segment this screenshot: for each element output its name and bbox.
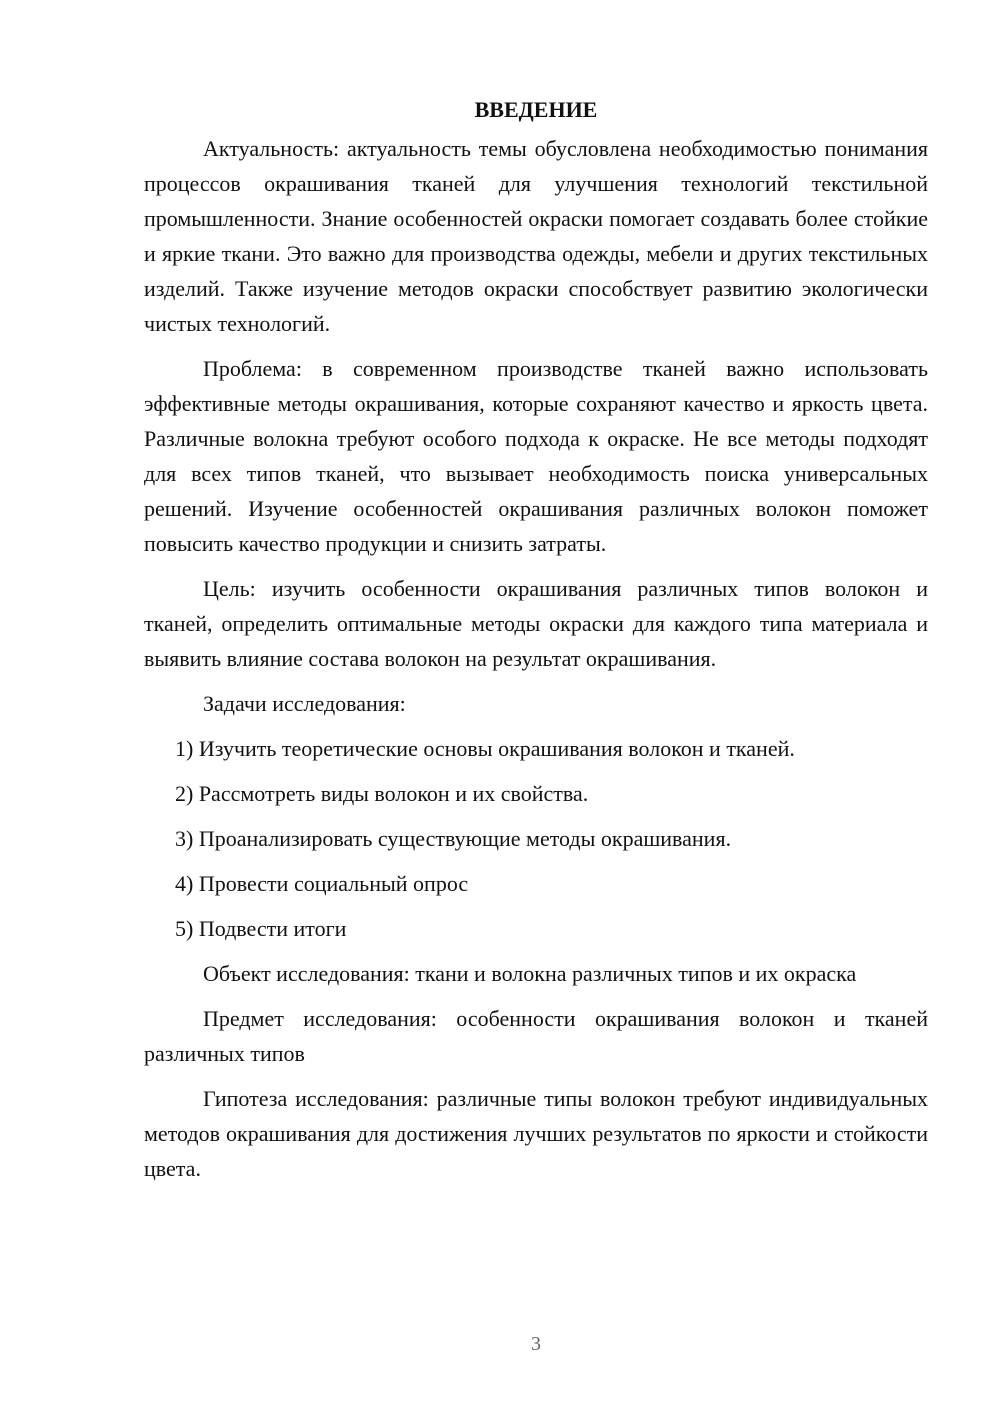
- list-item: 5) Подвести итоги: [175, 916, 347, 941]
- hypothesis-paragraph: Гипотеза исследования: различные типы волокон требуют индивидуальных методов окрашивания для достижения лучших результатов по яркости и стойкости цвета.: [144, 1086, 928, 1181]
- list-item: 3) Проанализировать существующие методы окрашивания.: [175, 826, 732, 851]
- object-paragraph: Объект исследования: ткани и волокна различных типов и их окраска: [203, 961, 857, 986]
- list-item: 2) Рассмотреть виды волокон и их свойства.: [175, 781, 589, 806]
- page-number: 3: [531, 1333, 541, 1355]
- goal-paragraph: Цель: изучить особенности окрашивания различных типов волокон и тканей, определить оптимальные методы окраски для каждого типа материала и выявить влияние состава волокон на результат окрашивания.: [144, 576, 928, 671]
- list-item: 1) Изучить теоретические основы окрашивания волокон и тканей.: [175, 736, 795, 761]
- page-title: ВВЕДЕНИЕ: [474, 97, 598, 122]
- subject-paragraph: Предмет исследования: особенности окрашивания волокон и тканей различных типов: [144, 1006, 928, 1066]
- list-item: 4) Провести социальный опрос: [175, 871, 469, 896]
- tasks-heading: Задачи исследования:: [203, 691, 406, 716]
- document-body: [144, 92, 928, 1196]
- tasks-list: [144, 731, 928, 946]
- relevance-paragraph: Актуальность: актуальность темы обусловлена необходимостью понимания процессов окрашивания тканей для улучшения технологий текстильной промышленности. Знание особенностей окраски помогает создавать более стойкие и яркие ткани. Это важно для производства одежды, мебели и других текстильных изделий. Также изучение методов окраски способствует развитию экологически чистых технологий.: [144, 136, 928, 336]
- problem-paragraph: Проблема: в современном производстве тканей важно использовать эффективные методы окрашивания, которые сохраняют качество и яркость цвета. Различные волокна требуют особого подхода к окраске. Не все методы подходят для всех типов тканей, что вызывает необходимость поиска универсальных решений. Изучение особенностей окрашивания различных волокон поможет повысить качество продукции и снизить затраты.: [144, 356, 928, 556]
